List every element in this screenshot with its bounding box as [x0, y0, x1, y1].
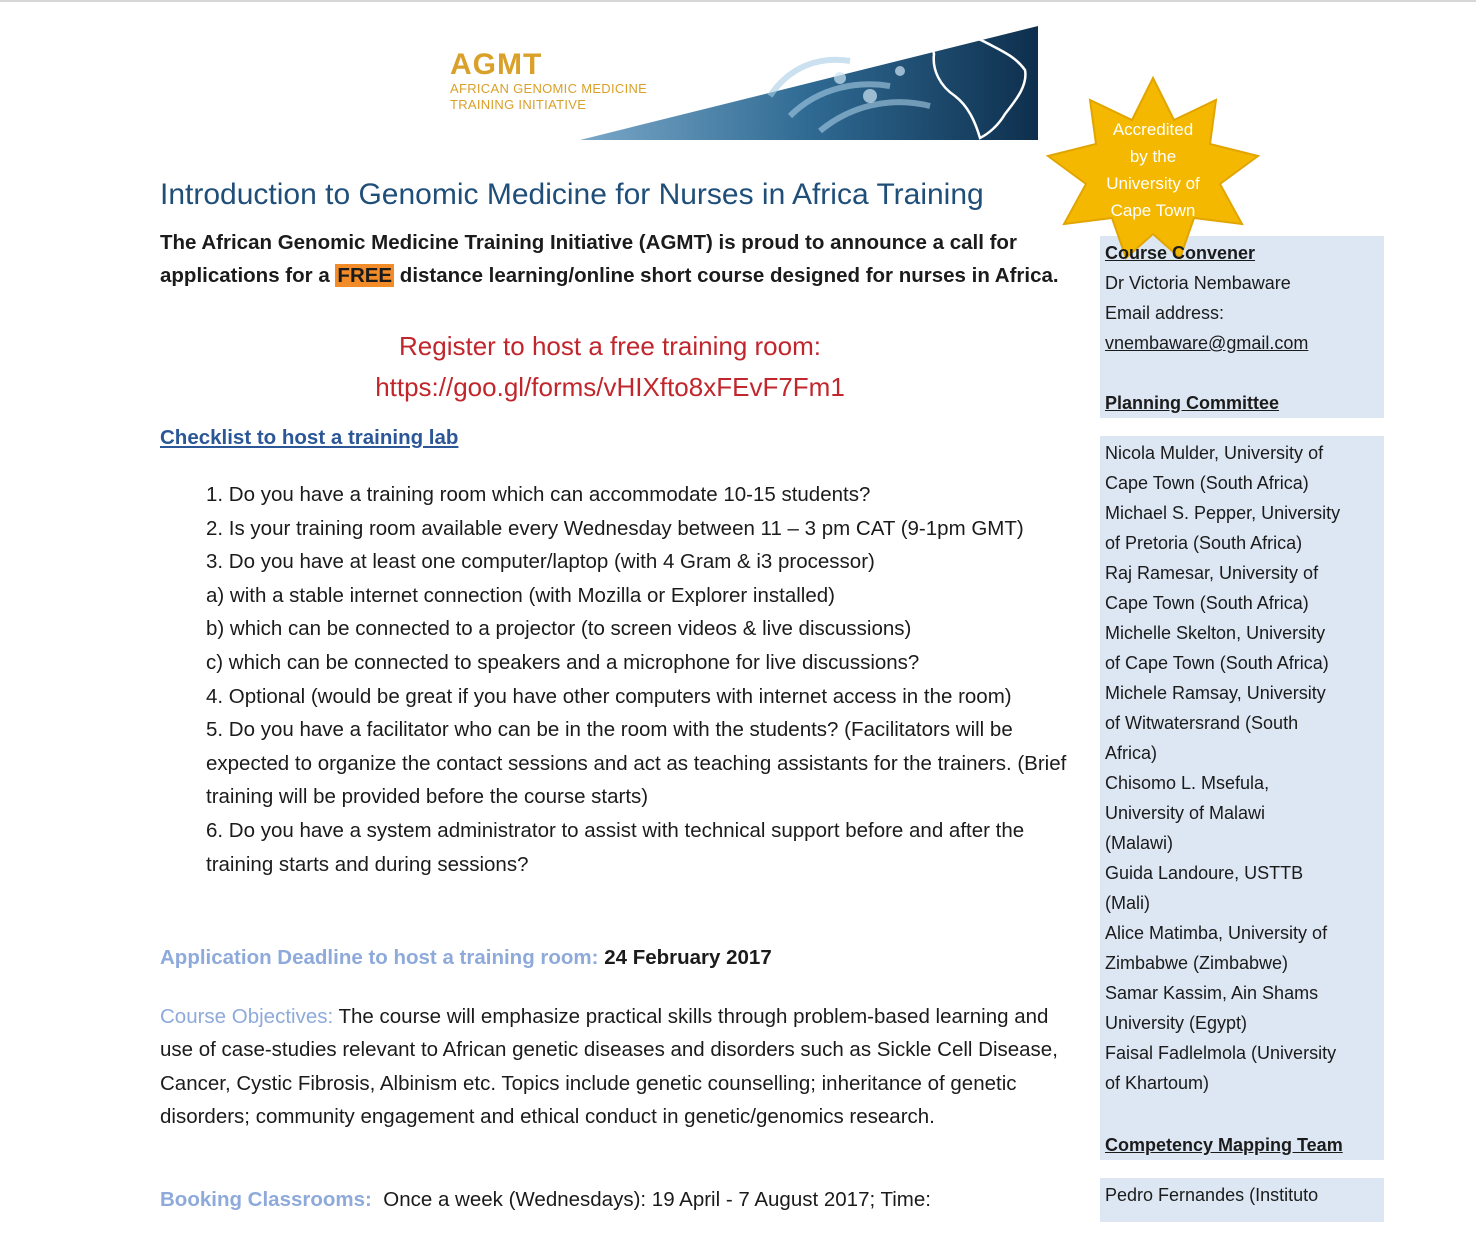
free-highlight: FREE: [337, 264, 393, 287]
register-form-link[interactable]: https://goo.gl/forms/vHIXfto8xFEvF7Fm1: [375, 372, 845, 402]
logo-subtitle-1: AFRICAN GENOMIC MEDICINE: [450, 81, 648, 96]
committee-line: Nicola Mulder, University of: [1105, 443, 1324, 463]
committee-line: Africa): [1105, 743, 1158, 763]
logo-subtitle-2: TRAINING INITIATIVE: [450, 97, 587, 112]
objectives-label: Course Objectives:: [160, 1005, 334, 1028]
sidebar-competency-heading-wrap: [1105, 1130, 1343, 1160]
committee-line: University (Egypt): [1105, 1013, 1248, 1033]
intro-paragraph: [160, 226, 1065, 292]
page-title: Introduction to Genomic Medicine for Nurses in Africa Training: [160, 178, 984, 211]
intro-text-end: distance learning/online short course designed for nurses in Africa.: [394, 264, 1059, 287]
booking-text: Once a week (Wednesdays): 19 April - 7 August 2017; Time:: [371, 1188, 931, 1211]
committee-line: Chisomo L. Msefula,: [1105, 773, 1270, 793]
planning-committee-list: [1105, 438, 1340, 1098]
agmt-logo-text: AGMT: [450, 48, 543, 81]
checklist-item: 1. Do you have a training room which can accommodate 10-15 students?: [206, 483, 871, 506]
intro-text-start: The African Genomic Medicine Training Initiative (AGMT) is proud to announce a call for applications for a: [160, 231, 1017, 287]
register-heading: Register to host a free training room:: [399, 331, 821, 361]
course-objectives: [160, 1000, 1070, 1134]
committee-line: Michele Ramsay, University: [1105, 683, 1326, 703]
objectives-text: The course will emphasize practical skills through problem-based learning and use of case-studies relevant to African genetic diseases and disorders such as Sickle Cell Disease, Cancer, Cystic Fibrosis, Albinism etc. Topics include genetic counselling; inheritance of genetic disorders; community engagement and ethical conduct in genetic/genomics research.: [160, 1005, 1058, 1129]
checklist: [206, 478, 1076, 881]
checklist-item: 2. Is your training room available every Wednesday between 11 – 3 pm CAT (9-1pm GMT): [206, 516, 1024, 540]
email-label: Email address:: [1105, 303, 1225, 323]
committee-line: of Cape Town (South Africa): [1105, 653, 1329, 673]
committee-line: Cape Town (South Africa): [1105, 593, 1309, 613]
booking-label: Booking Classrooms:: [160, 1188, 372, 1211]
planning-heading: Planning Committee: [1105, 393, 1280, 413]
committee-line: Cape Town (South Africa): [1105, 473, 1309, 493]
checklist-item: a) with a stable internet connection (with Mozilla or Explorer installed): [206, 583, 835, 607]
convener-heading: Course Convener: [1105, 243, 1256, 263]
committee-line: Raj Ramesar, University of: [1105, 563, 1319, 583]
sidebar-convener: [1105, 238, 1308, 358]
badge-line: by the: [1129, 147, 1177, 166]
competency-heading: Competency Mapping Team: [1105, 1135, 1343, 1155]
checklist-item: 6. Do you have a system administrator to assist with technical support before and after the training starts and during sessions?: [206, 818, 1025, 876]
top-border: [0, 0, 1476, 2]
badge-line: University of: [1106, 174, 1200, 193]
committee-line: (Malawi): [1105, 833, 1174, 853]
checklist-item: 5. Do you have a facilitator who can be in the room with the students? (Facilitators will be expected to organize the contact sessions and act as teaching assistants for the trainers. (Brief training will be provided before the course starts): [206, 718, 1067, 809]
badge-line: Accredited: [1112, 120, 1194, 139]
agmt-banner: [440, 26, 1038, 140]
checklist-item: 4. Optional (would be great if you have other computers with internet access in the room): [206, 684, 1012, 708]
booking-classrooms: [160, 1188, 931, 1212]
accreditation-text: [1086, 116, 1220, 224]
committee-line: Michelle Skelton, University: [1105, 623, 1326, 643]
committee-line: Zimbabwe (Zimbabwe): [1105, 953, 1289, 973]
deadline-label: Application Deadline to host a training room:: [160, 946, 599, 969]
checklist-heading-link[interactable]: Checklist to host a training lab: [160, 426, 459, 449]
register-callout: [160, 326, 1060, 408]
committee-line: of Pretoria (South Africa): [1105, 533, 1303, 553]
deadline-date: 24 February 2017: [598, 946, 772, 969]
committee-line: Guida Landoure, USTTB: [1105, 863, 1304, 883]
competency-line: Pedro Fernandes (Instituto: [1105, 1185, 1319, 1205]
badge-line: Cape Town: [1110, 201, 1196, 220]
committee-line: (Mali): [1105, 893, 1150, 913]
committee-line: of Khartoum): [1105, 1073, 1210, 1093]
committee-line: Alice Matimba, University of: [1105, 923, 1328, 943]
committee-line: Samar Kassim, Ain Shams: [1105, 983, 1319, 1003]
committee-line: of Witwatersrand (South: [1105, 713, 1299, 733]
committee-line: Michael S. Pepper, University: [1105, 503, 1341, 523]
sidebar-planning-heading-wrap: [1105, 388, 1279, 418]
checklist-item: b) which can be connected to a projector (to screen videos & live discussions): [206, 617, 912, 641]
checklist-item: c) which can be connected to speakers and a microphone for live discussions?: [206, 650, 920, 674]
convener-name: Dr Victoria Nembaware: [1105, 273, 1291, 293]
committee-line: Faisal Fadlelmola (University: [1105, 1043, 1337, 1063]
checklist-item: 3. Do you have at least one computer/laptop (with 4 Gram & i3 processor): [206, 550, 875, 574]
convener-email-link[interactable]: vnembaware@gmail.com: [1105, 333, 1309, 353]
competency-team-list: [1105, 1180, 1318, 1210]
application-deadline: [160, 946, 772, 970]
committee-line: University of Malawi: [1105, 803, 1266, 823]
